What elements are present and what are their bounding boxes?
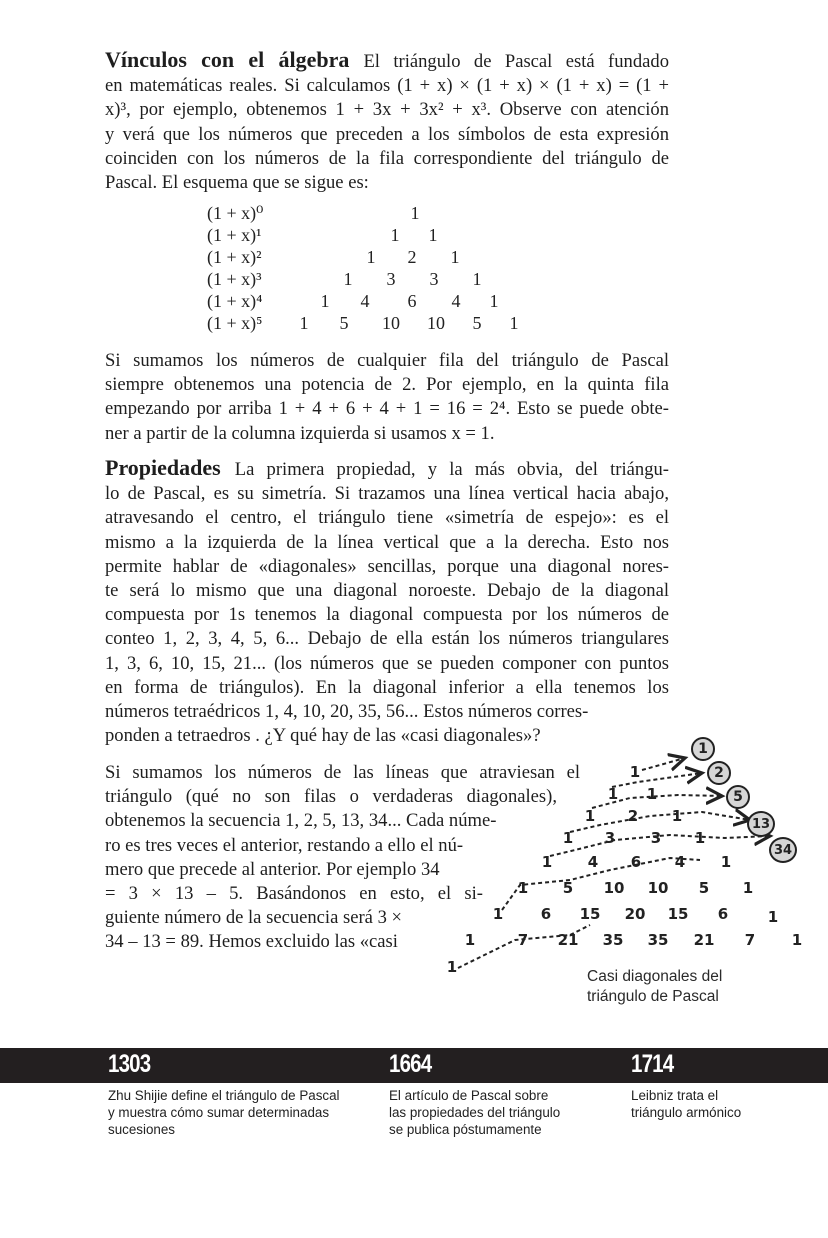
- diagram-value: 4: [587, 853, 599, 871]
- diagram-value: 1: [629, 763, 641, 781]
- algebra-line-2: en matemáticas reales. Si calculamos (1 + x) × (1 + x) × (1 + x) = (1 +: [105, 75, 669, 97]
- diagram-value: 2: [627, 807, 639, 825]
- diagram-value: 6: [630, 853, 642, 871]
- properties-line: 1, 3, 6, 10, 15, 21... (los números que se pueden componer con puntos: [105, 652, 669, 674]
- diagram-value: 10: [647, 879, 669, 897]
- near-diag-line: 34 – 13 = 89. Hemos excluido las «casi: [105, 931, 398, 953]
- timeline-text-line: sucesiones: [108, 1122, 175, 1137]
- properties-line: conteo 1, 2, 3, 4, 5, 6... Debajo de ella están los números triangulares: [105, 628, 669, 650]
- algebra-line-5: coinciden con los números de la fila correspondiente del triángulo de: [105, 147, 669, 169]
- diagram-value: 1: [492, 905, 504, 923]
- scheme-value: 1: [390, 225, 400, 245]
- sum-circle: 13: [747, 811, 775, 837]
- scheme-value: 5: [339, 313, 349, 333]
- diagram-value: 20: [624, 905, 646, 923]
- algebra-line-4: y verá que los números que preceden a los símbolos de esta expresión: [105, 123, 669, 145]
- scheme-value: 1: [428, 225, 438, 245]
- properties-line-1: Propiedades La primera propiedad, y la más obvia, del triángu-: [105, 455, 669, 480]
- diagram-value: 3: [604, 829, 616, 847]
- scheme-label: (1 + x)⁴: [207, 291, 263, 311]
- section-properties: [105, 456, 669, 748]
- scheme-value: 1: [299, 313, 309, 333]
- diagram-value: 21: [693, 931, 715, 949]
- timeline-text-line: las propiedades del triángulo: [389, 1105, 561, 1120]
- diagram-value: 10: [603, 879, 625, 897]
- near-diag-line: guiente número de la secuencia será 3 ×: [105, 907, 403, 929]
- sum-circle: 34: [769, 837, 797, 863]
- sum-circle: 1: [691, 737, 715, 761]
- scheme-value: 1: [450, 247, 460, 267]
- near-diag-line: ro es tres veces el anterior, restando a ello el nú-: [105, 834, 464, 856]
- diagram-value: 4: [674, 853, 686, 871]
- diagram-value: 1: [541, 853, 553, 871]
- timeline-text-line: Leibniz trata el: [631, 1088, 719, 1103]
- scheme-value: 1: [472, 269, 482, 289]
- diagram-value: 15: [579, 905, 601, 923]
- section-powers: [105, 349, 669, 446]
- scheme-value: 4: [360, 291, 370, 311]
- algebra-line-1: Vínculos con el álgebra El triángulo de Pascal está fundado: [105, 47, 669, 72]
- diagram-value: 1: [562, 829, 574, 847]
- scheme-label: (1 + x)⁵: [207, 313, 263, 333]
- scheme-label: (1 + x)¹: [207, 225, 262, 245]
- diagram-value: 1: [694, 829, 706, 847]
- scheme-value: 3: [429, 269, 439, 289]
- diagram-value: 5: [698, 879, 710, 897]
- timeline-text-line: y muestra cómo sumar determinadas: [108, 1105, 330, 1120]
- timeline-text-line: Zhu Shijie define el triángulo de Pascal: [108, 1088, 340, 1103]
- diagram-value: 5: [562, 879, 574, 897]
- properties-line: atravesando el centro, el triángulo tiene «simetría de espejo»: es el: [105, 507, 669, 529]
- scheme-value: 1: [320, 291, 330, 311]
- scheme-value: 6: [407, 291, 417, 311]
- diagram-value: 1: [464, 931, 476, 949]
- diagram-value: 1: [607, 785, 619, 803]
- timeline-text-line: El artículo de Pascal sobre: [389, 1088, 549, 1103]
- properties-line: mismo a la izquierda de la línea vertical que a la derecha. Esto nos: [105, 531, 669, 553]
- powers-line-1: Si sumamos los números de cualquier fila del triángulo de Pascal: [105, 350, 669, 371]
- scheme-value: 1: [410, 203, 420, 223]
- scheme-label: (1 + x)²: [207, 247, 262, 267]
- diagram-value: 7: [517, 931, 529, 949]
- timeline-entry-1664: [389, 1087, 560, 1138]
- diagram-value: 1: [720, 853, 732, 871]
- diagram-value: 1: [742, 879, 754, 897]
- scheme-value: 1: [343, 269, 353, 289]
- near-diagonals-diagram: [440, 730, 820, 980]
- diagram-value: 1: [791, 931, 803, 949]
- scheme-value: 3: [386, 269, 396, 289]
- diagram-value: 6: [540, 905, 552, 923]
- diagram-value: 21: [557, 931, 579, 949]
- properties-line: permite hablar de «diagonales» sencillas, porque una diagonal nores-: [105, 555, 669, 577]
- powers-line-4: ner a partir de la columna izquierda si usamos x = 1.: [105, 422, 495, 444]
- caption-line: triángulo de Pascal: [587, 988, 719, 1005]
- properties-line: lo de Pascal, es su simetría. Si trazamos una línea vertical hacia abajo,: [105, 483, 669, 505]
- algebra-line-6: Pascal. El esquema que se sigue es:: [105, 172, 369, 194]
- caption-line: Casi diagonales del: [587, 968, 723, 985]
- diagram-value: 7: [744, 931, 756, 949]
- timeline-entry-1714: [631, 1087, 741, 1121]
- near-diag-line: obtenemos la secuencia 1, 2, 5, 13, 34... Cada núme-: [105, 810, 497, 832]
- timeline-text-line: triángulo armónico: [631, 1105, 742, 1120]
- near-diag-line: mero que precede al anterior. Por ejemplo 34: [105, 858, 440, 880]
- near-diag-line: = 3 × 13 – 5. Basándonos en esto, el si-: [105, 883, 483, 905]
- scheme-value: 2: [407, 247, 417, 267]
- properties-line: en forma de triángulos). En la diagonal inferior a ella tenemos los: [105, 676, 669, 698]
- diagram-value: 6: [717, 905, 729, 923]
- algebra-line-3: x)³, por ejemplo, obtenemos 1 + 3x + 3x² + x³. Observe con atención: [105, 99, 669, 121]
- diagram-value: 1: [671, 807, 683, 825]
- heading-algebra: Vínculos con el álgebra: [105, 47, 350, 72]
- diagram-caption: [587, 967, 787, 1007]
- diagram-value: 1: [646, 785, 658, 803]
- properties-line: números tetraédricos 1, 4, 10, 20, 35, 56... Estos números corres-: [105, 701, 589, 723]
- binomial-scheme: [207, 203, 537, 338]
- scheme-label: (1 + x)³: [207, 269, 262, 289]
- heading-properties: Propiedades: [105, 455, 221, 480]
- scheme-value: 1: [366, 247, 376, 267]
- section-algebra: [105, 48, 669, 195]
- timeline-year: 1714: [631, 1050, 674, 1078]
- diagram-value: 1: [584, 807, 596, 825]
- properties-line: te será lo mismo que una diagonal noroeste. Debajo de la diagonal: [105, 580, 669, 602]
- diagram-value: 35: [602, 931, 624, 949]
- timeline-year: 1664: [389, 1050, 432, 1078]
- scheme-label: (1 + x)⁰: [207, 203, 264, 223]
- sum-circle: 5: [726, 785, 750, 809]
- properties-line: ponden a tetraedros . ¿Y qué hay de las «casi diagonales»?: [105, 725, 541, 747]
- scheme-value: 1: [489, 291, 499, 311]
- powers-line-2: siempre obtenemos una potencia de 2. Por ejemplo, en la quinta fila: [105, 374, 669, 396]
- timeline-text-line: se publica póstumamente: [389, 1122, 542, 1137]
- diagram-value: 1: [767, 908, 779, 926]
- properties-line: compuesta por 1s tenemos la diagonal compuesta por los números de: [105, 604, 669, 626]
- diagram-value: 3: [650, 829, 662, 847]
- timeline-year: 1303: [108, 1050, 151, 1078]
- timeline-entry-1303: [108, 1087, 340, 1138]
- diagram-value: 35: [647, 931, 669, 949]
- powers-line-3: empezando por arriba 1 + 4 + 6 + 4 + 1 = 16 = 2⁴. Esto se puede obte-: [105, 398, 669, 420]
- scheme-value: 1: [509, 313, 519, 333]
- near-diag-line: triángulo (qué no son filas o verdaderas diagonales),: [105, 786, 557, 808]
- sum-circle: 2: [707, 761, 731, 785]
- near-diag-line: Si sumamos los números de las líneas que atraviesan el: [105, 762, 580, 783]
- diagram-value: 1: [517, 879, 529, 897]
- diagram-value: 15: [667, 905, 689, 923]
- scheme-value: 5: [472, 313, 482, 333]
- scheme-value: 4: [451, 291, 461, 311]
- diagram-value-extra: 1: [446, 958, 458, 976]
- scheme-value: 10: [382, 313, 400, 333]
- scheme-value: 10: [427, 313, 445, 333]
